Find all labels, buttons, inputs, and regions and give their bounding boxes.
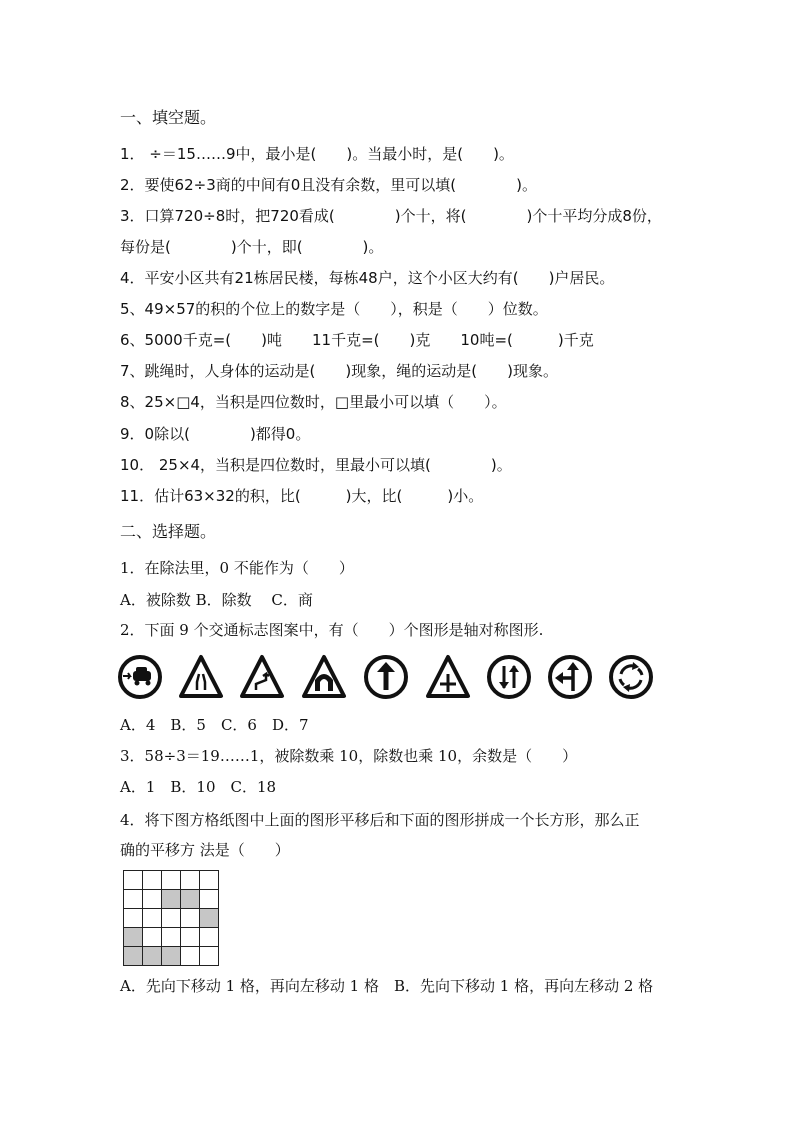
road-narrows-icon (178, 654, 224, 700)
question-line: 10． 25×4，当积是四位数时，里最小可以填( )。 (120, 456, 512, 474)
section1-title: 一、填空题。 (120, 108, 217, 127)
question-line: 3．58÷3＝19……1，被除数乘 10，除数也乘 10，余数是（ ） (120, 747, 578, 765)
roundabout-icon (608, 654, 654, 700)
question-line: 确的平移方 法是（ ） (120, 841, 290, 859)
options-line: A．4 B．5 C．6 D．7 (120, 716, 309, 734)
question-line: 2．下面 9 个交通标志图案中，有（ ）个图形是轴对称图形. (120, 621, 544, 639)
tunnel-icon (301, 654, 347, 700)
question-line: 9．0除以( )都得0。 (120, 425, 311, 443)
turn-left-straight-icon (547, 654, 593, 700)
question-line: 8、25×□4，当积是四位数时，□里最小可以填（ ）。 (120, 393, 507, 411)
double-bend-icon (239, 654, 285, 700)
question-line: 7、跳绳时，人身体的运动是( )现象，绳的运动是( )现象。 (120, 362, 558, 380)
question-line: 1．在除法里，0 不能作为（ ） (120, 559, 354, 577)
question-line: 5、49×57的积的个位上的数字是（ ），积是（ ）位数。 (120, 300, 548, 318)
options-line: A．先向下移动 1 格，再向左移动 1 格 B．先向下移动 1 格，再向左移动 2 格 (120, 977, 654, 995)
options-line: A．1 B．10 C．18 (120, 778, 277, 796)
grid-figure (123, 870, 219, 966)
question-line: 每份是( )个十，即( )。 (120, 238, 384, 256)
question-line: 11．估计63×32的积，比( )大，比( )小。 (120, 487, 484, 505)
question-line: 3．口算720÷8时，把720看成( )个十，将( )个十平均分成8份， (120, 207, 662, 225)
traffic-signs-row (117, 654, 657, 702)
car-lane-icon (117, 654, 163, 700)
question-line: 6、5000千克=( )吨 11千克=( )克 10吨=( )千克 (120, 331, 594, 349)
straight-ahead-icon (363, 654, 409, 700)
question-line: 4．将下图方格纸图中上面的图形平移后和下面的图形拼成一个长方形，那么正 (120, 811, 640, 829)
options-line: A．被除数 B．除数 C．商 (120, 591, 313, 609)
question-line: 1． ÷＝15……9中，最小是( )。当最小时，是( )。 (120, 145, 514, 163)
question-line: 2．要使62÷3商的中间有0且没有余数，里可以填( )。 (120, 176, 537, 194)
question-line: 4．平安小区共有21栋居民楼，每栋48户，这个小区大约有( )户居民。 (120, 269, 615, 287)
two-way-icon (486, 654, 532, 700)
section2-title: 二、选择题。 (120, 522, 217, 541)
crossroads-icon (425, 654, 471, 700)
